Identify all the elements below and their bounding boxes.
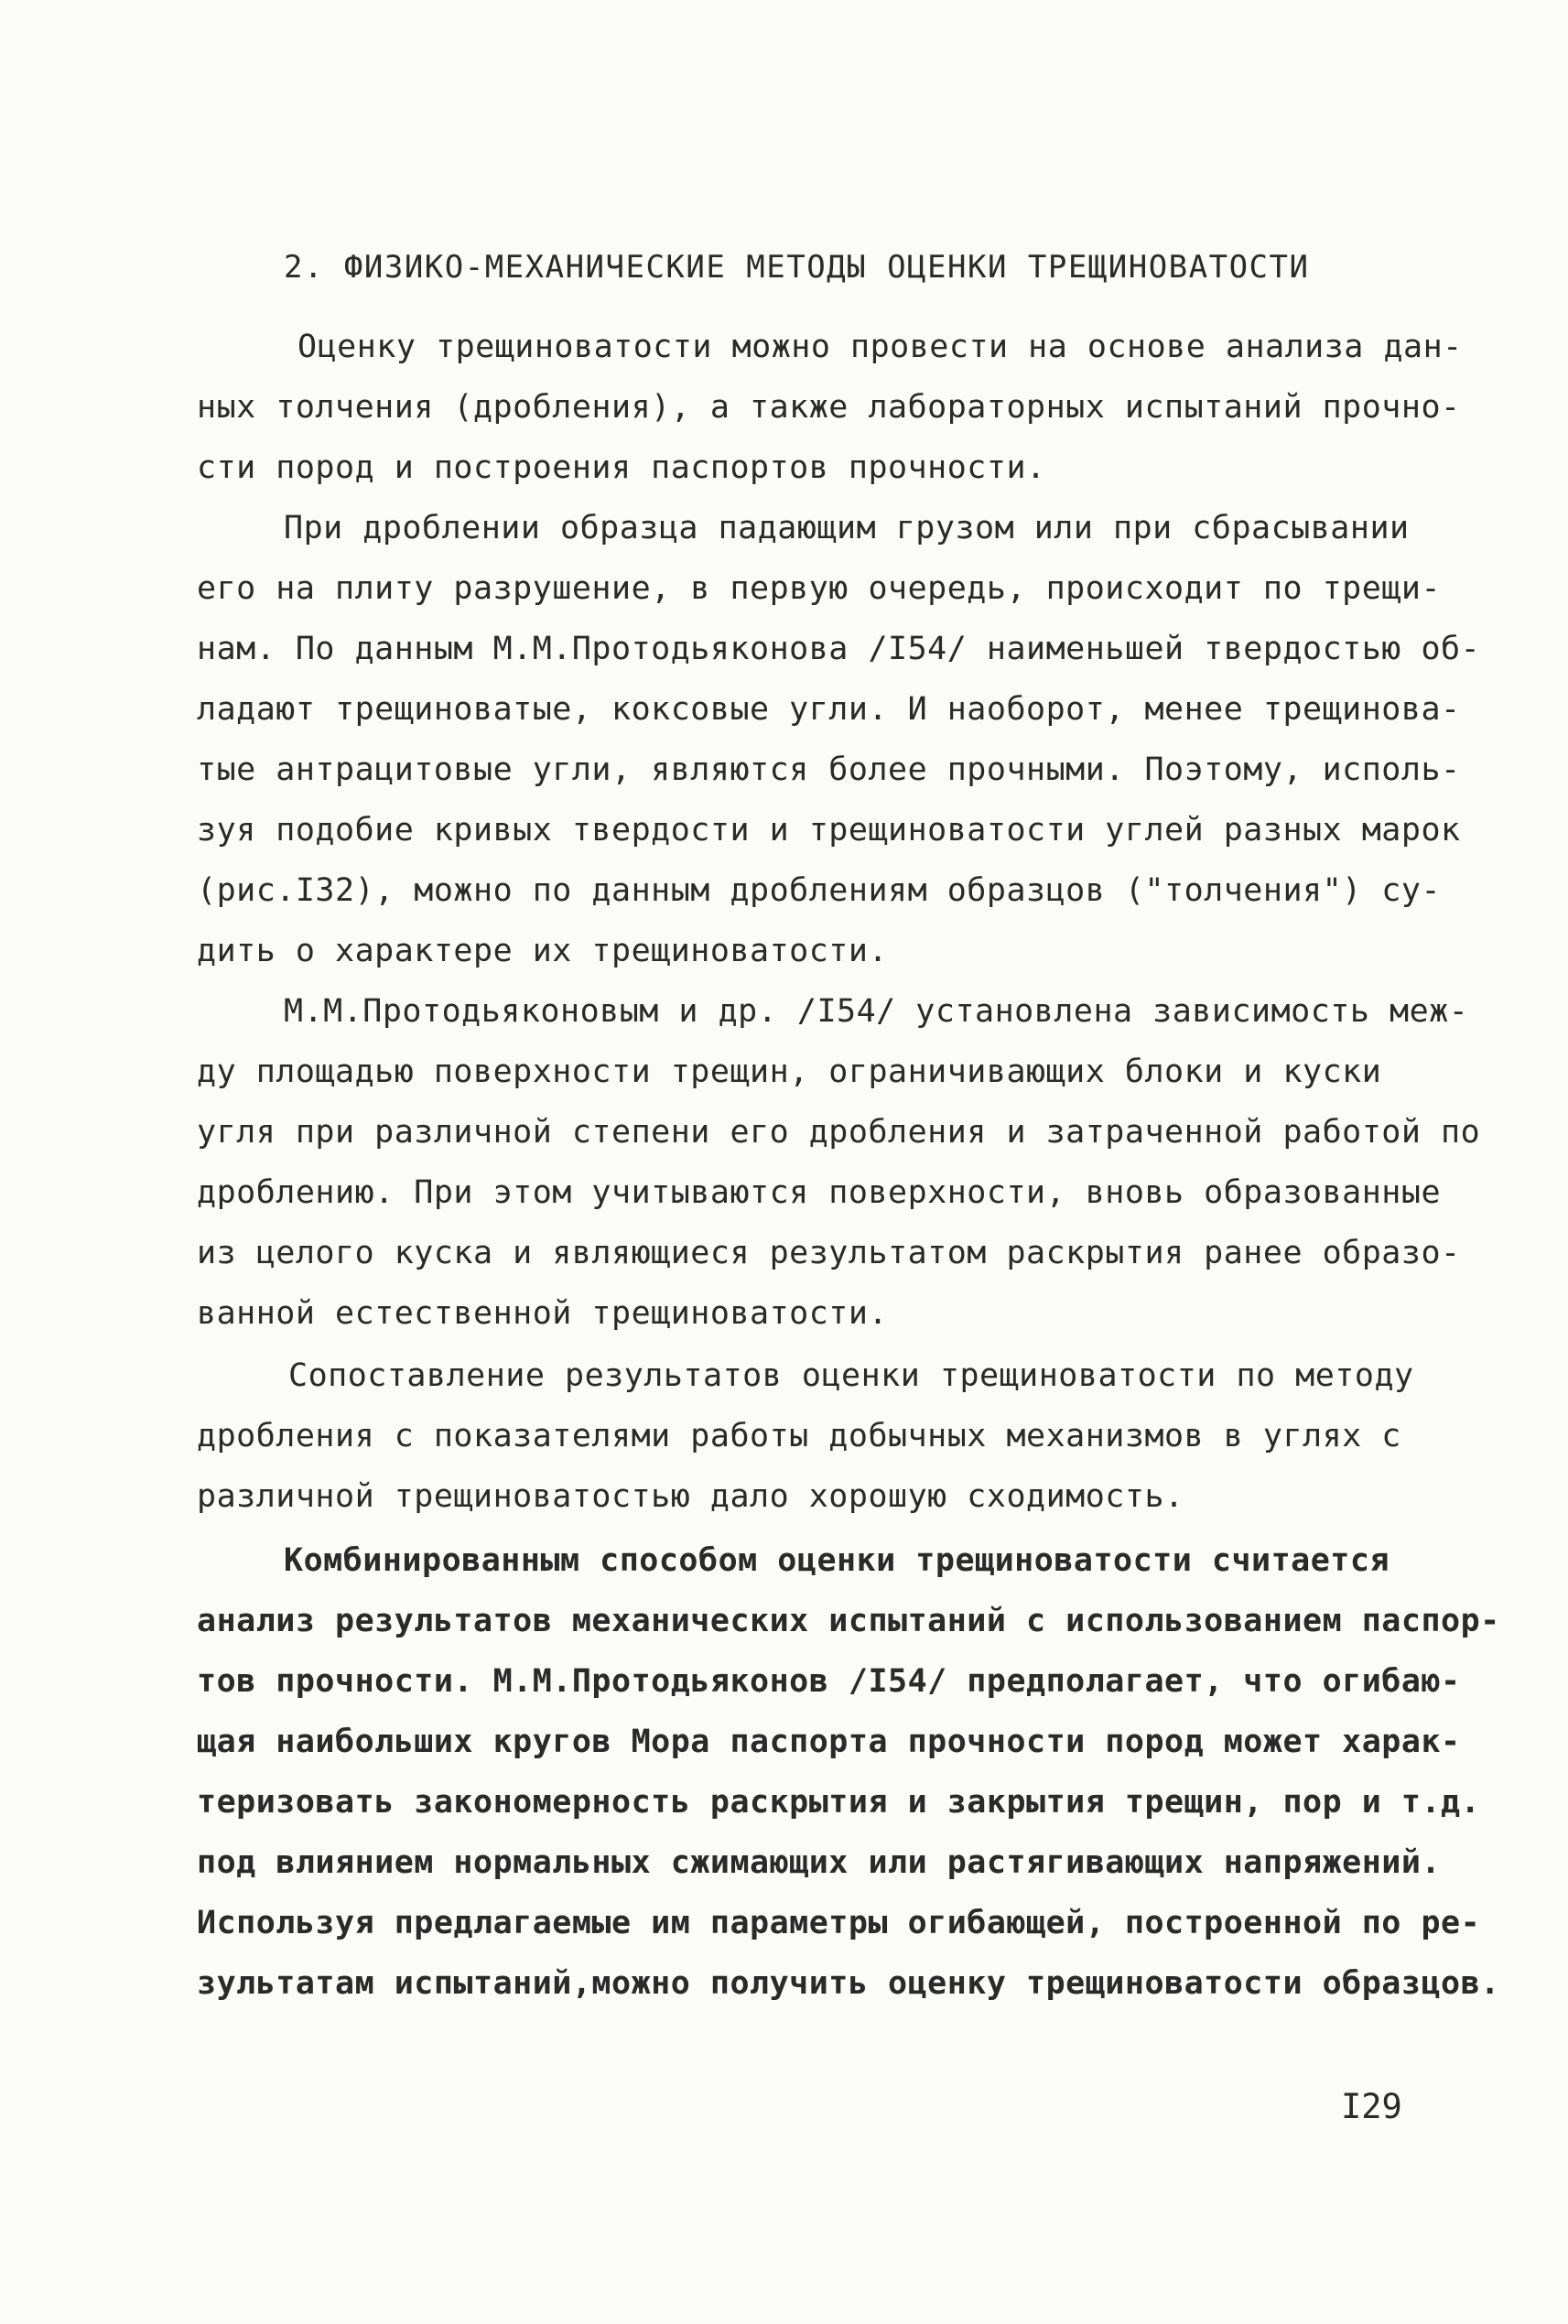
paragraph-3-line-4: дроблению. При этом учитываются поверхности, вновь образованные — [197, 1174, 1442, 1211]
paragraph-3-line-2: ду площадью поверхности трещин, ограничивающих блоки и куски — [197, 1054, 1382, 1090]
paragraph-1-line-3: сти пород и построения паспортов прочности. — [197, 449, 1046, 486]
paragraph-2-line-1: При дроблении образца падающим грузом или при сбрасывании — [284, 510, 1410, 546]
paragraph-2-line-8: дить о характере их трещиноватости. — [197, 933, 889, 969]
paragraph-5-line-6: под влиянием нормальных сжимающих или растягивающих напряжений. — [197, 1844, 1442, 1881]
paragraph-5-line-4: щая наибольших кругов Мора паспорта прочности пород может харак- — [197, 1724, 1461, 1760]
paragraph-2-line-7: (рис.I32), можно по данным дроблениям образцов ("толчения") су- — [197, 872, 1442, 909]
paragraph-2-line-3: нам. По данным М.М.Протодьяконова /I54/ наименьшей твердостью об- — [197, 631, 1481, 667]
paragraph-5-line-8: зультатам испытаний,можно получить оценку трещиноватости образцов. — [197, 1965, 1500, 2002]
paragraph-5-line-7: Используя предлагаемые им параметры огибающей, построенной по ре- — [197, 1905, 1481, 1941]
paragraph-2-line-6: зуя подобие кривых твердости и трещиноватости углей разных марок — [197, 812, 1461, 849]
paragraph-5-line-2: анализ результатов механических испытаний с использованием паспор- — [197, 1603, 1500, 1639]
paragraph-5-line-1: Комбинированным способом оценки трещиноватости считается — [284, 1542, 1390, 1579]
page-number: I29 — [1341, 2087, 1402, 2126]
paragraph-3-line-3: угля при различной степени его дробления и затраченной работой по — [197, 1114, 1481, 1151]
paragraph-3-line-6: ванной естественной трещиноватости. — [197, 1295, 889, 1332]
paragraph-2-line-4: ладают трещиноватые, коксовые угли. И наоборот, менее трещинова- — [197, 691, 1461, 728]
section-heading: 2. ФИЗИКО-МЕХАНИЧЕСКИЕ МЕТОДЫ ОЦЕНКИ ТРЕЩИНОВАТОСТИ — [284, 249, 1310, 286]
paragraph-5-line-5: теризовать закономерность раскрытия и закрытия трещин, пор и т.д. — [197, 1784, 1481, 1821]
paragraph-1-line-1: Оценку трещиноватости можно провести на основе анализа дан- — [297, 329, 1463, 365]
paragraph-3-line-5: из целого куска и являющиеся результатом раскрытия ранее образо- — [197, 1235, 1461, 1271]
paragraph-4-line-1: Сопоставление результатов оценки трещиноватости по методу — [288, 1357, 1414, 1394]
paragraph-4-line-3: различной трещиноватостью дало хорошую сходимость. — [197, 1478, 1184, 1515]
paragraph-2-line-2: его на плиту разрушение, в первую очередь, происходит по трещи- — [197, 570, 1442, 607]
paragraph-1-line-2: ных толчения (дробления), а также лабораторных испытаний прочно- — [197, 389, 1461, 426]
paragraph-4-line-2: дробления с показателями работы добычных механизмов в углях с — [197, 1418, 1401, 1454]
paragraph-5-line-3: тов прочности. М.М.Протодьяконов /I54/ предполагает, что огибаю- — [197, 1663, 1461, 1700]
paragraph-3-line-1: М.М.Протодьяконовым и др. /I54/ установлена зависимость меж- — [284, 993, 1469, 1030]
paragraph-2-line-5: тые антрацитовые угли, являются более прочными. Поэтому, исполь- — [197, 751, 1461, 788]
